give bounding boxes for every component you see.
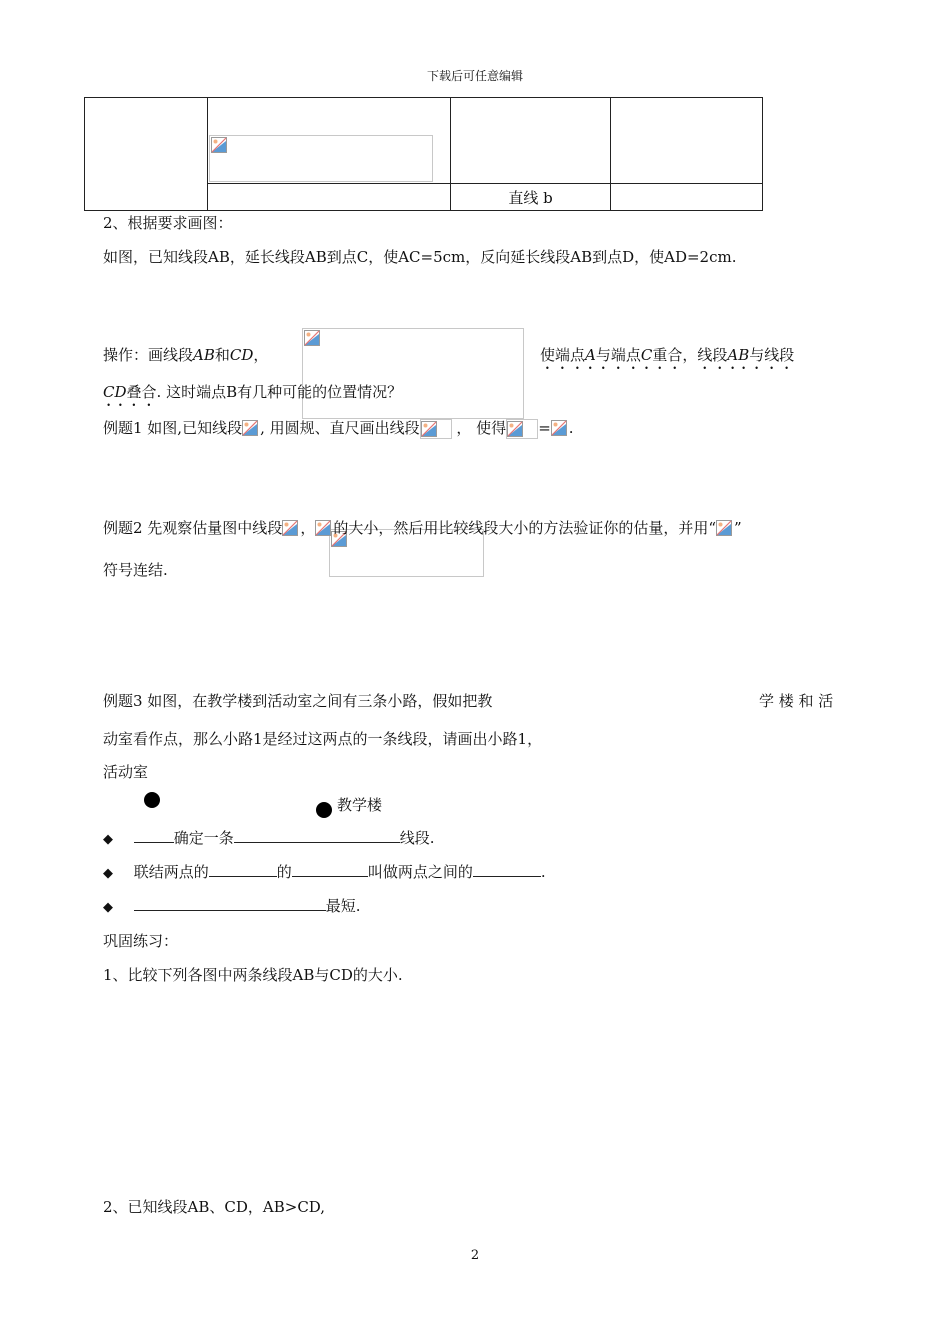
ex1-eq: = [538, 419, 551, 437]
blank [473, 862, 541, 877]
practice-q1: 1、比较下列各图中两条线段AB与CD的大小. [103, 966, 403, 984]
activity-room-label: 活动室 [103, 763, 149, 781]
diamond-bullet-icon: ◆ [103, 866, 113, 881]
op-rest: . 这时端点B有几种可能的位置情况？ [156, 383, 403, 401]
line-b-text: 直线 b [508, 188, 553, 207]
ex2-text-a: 例题2 先观察估量图中线段 [103, 519, 283, 537]
ex2-text-b: 的大小，然后用比较线段大小的方法验证你的估量，并用“ [333, 519, 717, 537]
bullet-item-2 [103, 862, 546, 884]
practice-q2: 2、已知线段AB、CD，AB>CD, [103, 1198, 326, 1216]
op-cd: CD [229, 346, 254, 364]
op-ab2: AB [727, 346, 750, 364]
ex2-text-c: ” [734, 519, 742, 537]
op-prefix: 操作：画线段 [103, 346, 194, 364]
op-a: A [585, 346, 596, 364]
inline-image [315, 520, 333, 538]
bullet-1-b: 线段. [399, 829, 435, 847]
broken-image-icon [507, 421, 523, 437]
operation-text-right [540, 345, 794, 373]
example-1 [103, 418, 574, 439]
bullet-1-a: 确定一条 [173, 829, 234, 847]
broken-image-icon [315, 520, 331, 536]
bullet-3-a: 最短. [325, 897, 361, 915]
ex1-text-a: 例题1 如图,已知线段 [103, 419, 243, 437]
line-b-label [451, 184, 611, 211]
page-number: 2 [470, 1248, 480, 1263]
practice-title: 巩固练习： [103, 932, 179, 950]
table-cell-empty [208, 184, 451, 211]
teaching-building-label: 教学楼 [337, 796, 383, 814]
ex1-end: . [568, 419, 574, 437]
op-r2: 与端点 [595, 346, 641, 364]
bullet-2-b: 的 [276, 863, 292, 881]
example-3: 例题3 如图，在教学楼到活动室之间有三条小路，假如把教 [103, 692, 493, 710]
bullet-2-d: . [540, 863, 546, 881]
broken-image-icon [282, 520, 298, 536]
op-c: C [640, 346, 653, 364]
bullet-item-1 [103, 828, 435, 850]
q2-description: 如图，已知线段AB，延长线段AB到点C，使AC=5cm，反向延长线段AB到点D，使AD=2cm. [103, 248, 737, 266]
op-comma: ， [253, 346, 269, 364]
op-dotted: 叠合 [126, 383, 157, 401]
inline-image [506, 419, 538, 439]
op-r1: 使端点 [540, 346, 586, 364]
blank [134, 896, 326, 911]
table-cell-image [208, 98, 451, 184]
broken-image-icon [551, 420, 567, 436]
diamond-bullet-icon: ◆ [103, 900, 113, 915]
broken-image-icon [716, 520, 732, 536]
broken-image-icon [304, 330, 320, 346]
example-2-line2: 符号连结. [103, 561, 168, 579]
ex2-comma: ， [300, 519, 316, 537]
table-cell-empty [85, 98, 208, 211]
table-cell-empty [451, 98, 611, 184]
blank [292, 862, 368, 877]
blank [209, 862, 277, 877]
op-r3: 重合，线段 [652, 346, 728, 364]
broken-image-icon [211, 137, 227, 153]
bullet-item-3 [103, 896, 361, 918]
bullet-2-a: 联结两点的 [133, 863, 209, 881]
activity-room-point [144, 792, 160, 808]
op-ab: AB [193, 346, 215, 364]
broken-image [209, 135, 433, 182]
operation-line2 [103, 382, 402, 410]
inline-image [420, 419, 452, 439]
ex1-text-b: , 用圆规、直尺画出线段 [260, 419, 420, 437]
broken-image-icon [242, 420, 258, 436]
inline-image [716, 520, 734, 538]
q2-heading: 2、根据要求画图： [103, 214, 233, 232]
broken-image-icon [421, 421, 437, 437]
line-table [84, 97, 763, 211]
blank [134, 828, 174, 843]
bullet-2-c: 叫做两点之间的 [367, 863, 473, 881]
diamond-bullet-icon: ◆ [103, 832, 113, 847]
teaching-building-point [316, 802, 332, 818]
op-and: 和 [214, 346, 230, 364]
op-r4: 与线段 [749, 346, 795, 364]
blank [234, 828, 400, 843]
op-cd2: CD [103, 383, 127, 401]
inline-image [551, 420, 569, 438]
example-3-line2: 动室看作点，那么小路1是经过这两点的一条线段，请画出小路1， [103, 730, 543, 748]
page-header: 下载后可任意编辑 [426, 69, 523, 83]
ex1-text-c: ， 使得 [451, 419, 507, 437]
table-cell-empty [611, 98, 763, 184]
example-2 [103, 518, 742, 538]
inline-image [282, 520, 300, 538]
operation-text [103, 345, 268, 365]
inline-image [242, 420, 260, 438]
table-cell-empty [611, 184, 763, 211]
example-3-right: 学 楼 和 活 [759, 692, 834, 710]
